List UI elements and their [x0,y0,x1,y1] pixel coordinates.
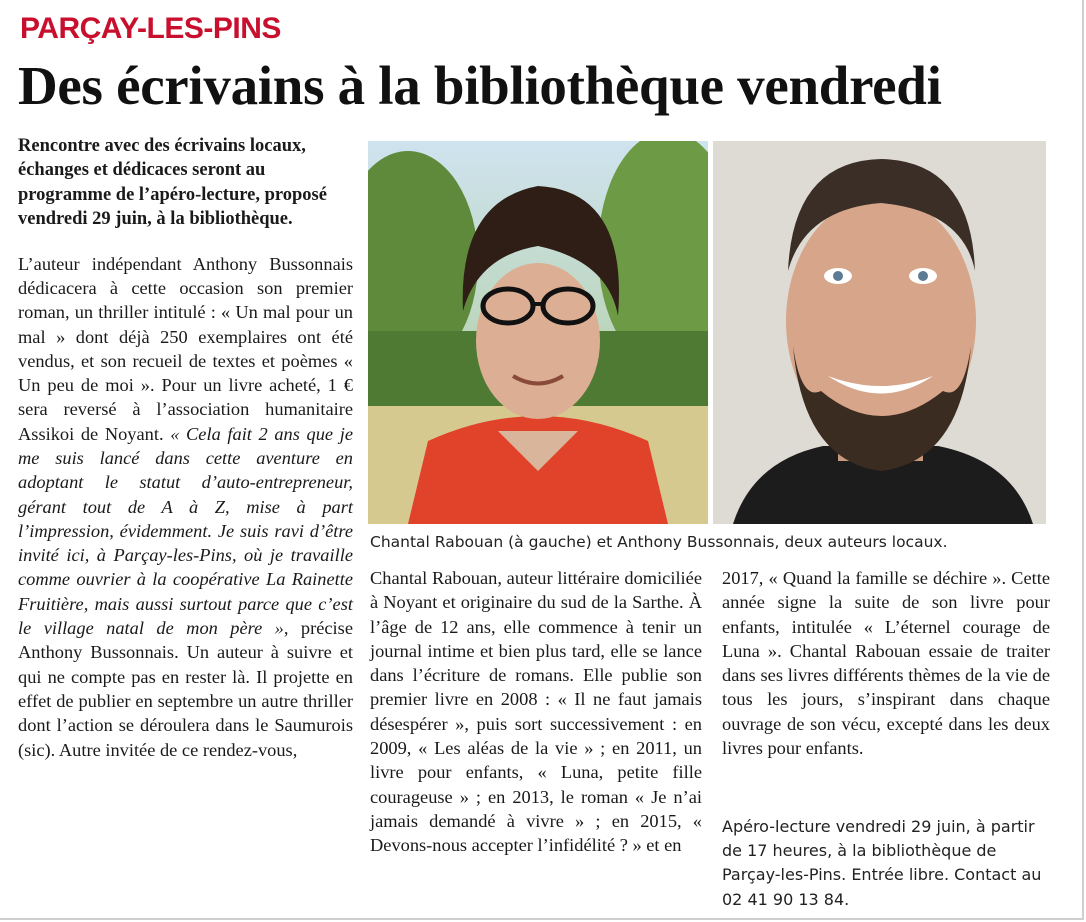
body-left [18,252,353,762]
column-right [722,566,1050,760]
body-middle: Chantal Rabouan, auteur littéraire domiciliée à Noyant et originaire du sud de la Sarthe. À l’âge de 12 ans, elle commence à tenir un journal intime et bien plus tard, elle se lance dans l’écriture de romans. Elle publie son premier livre en 2008 : « Il ne faut jamais désespérer », puis sort successivement : en 2009, « Les aléas de la vie » ; en 2011, un livre pour enfants, « Luna, petite fille courageuse » ; en 2013, le roman « Je n’ai jamais demandé à vivre » ; en 2015, « Devons-nous accepter l’infidélité ? » et en [370,568,702,856]
photo-strip [368,141,1046,524]
body-left-quote: « Cela fait 2 ans que je me suis lancé dans cette aventure en adoptant le statut d’auto-entrepreneur, gérant tout de A à Z, mise à part l’impression, évidemment. Je suis ravi d’être invité ici, à Parçay-les-Pins, où je travaille comme ouvrier à la coopérative La Rainette Fruitière, mais aussi surtout parce que c’est le village natal de mon père » [18,423,353,639]
portrait-woman-image [368,141,708,524]
article-headline: Des écrivains à la bibliothèque vendredi [18,55,942,116]
event-info-box: Apéro-lecture vendredi 29 juin, à partir de 17 heures, à la bibliothèque de Parçay-les-Pins. Entrée libre. Contact au 02 41 90 13 84. [722,817,1042,909]
photo-chantal-rabouan [368,141,708,524]
column-left [18,134,353,762]
body-left-outro: , précise Anthony Bussonnais. Un auteur à suivre et qui ne compte pas en rester là. Il projette en effet de publier en septembre un autre thriller dont l’action se déroulera dans le Saumurois (sic). Autre invitée de ce rendez-vous, [18,618,353,760]
body-left-intro: L’auteur indépendant Anthony Bussonnais dédicacera à cette occasion son premier roman, un thriller intitulé : « Un mal pour un mal » dont déjà 250 exemplaires ont été vendus, et son recueil de textes et poèmes « Un peu de moi ». Pour un livre acheté, 1 € sera reversé à l’association humanitaire Assikoi de Noyant. [18,253,353,444]
photo-caption: Chantal Rabouan (à gauche) et Anthony Bussonnais, deux auteurs locaux. [370,533,948,551]
photo-anthony-bussonnais [713,141,1046,524]
portrait-man-image [713,141,1046,524]
article-kicker: PARÇAY-LES-PINS [20,12,281,45]
body-right: 2017, « Quand la famille se déchire ». Cette année signe la suite de son livre pour enfants, intitulée « L’éternel courage de Luna ». Chantal Rabouan essaie de traiter dans ses livres différents thèmes de la vie de tous les jours, s’inspirant dans chaque ouvrage de son vécu, excepté dans les deux livres pour enfants. [722,568,1050,759]
article-chapo: Rencontre avec des écrivains locaux, échanges et dédicaces seront au programme de l’apéro-lecture, proposé vendredi 29 juin, à la bibliothèque. [18,136,327,230]
